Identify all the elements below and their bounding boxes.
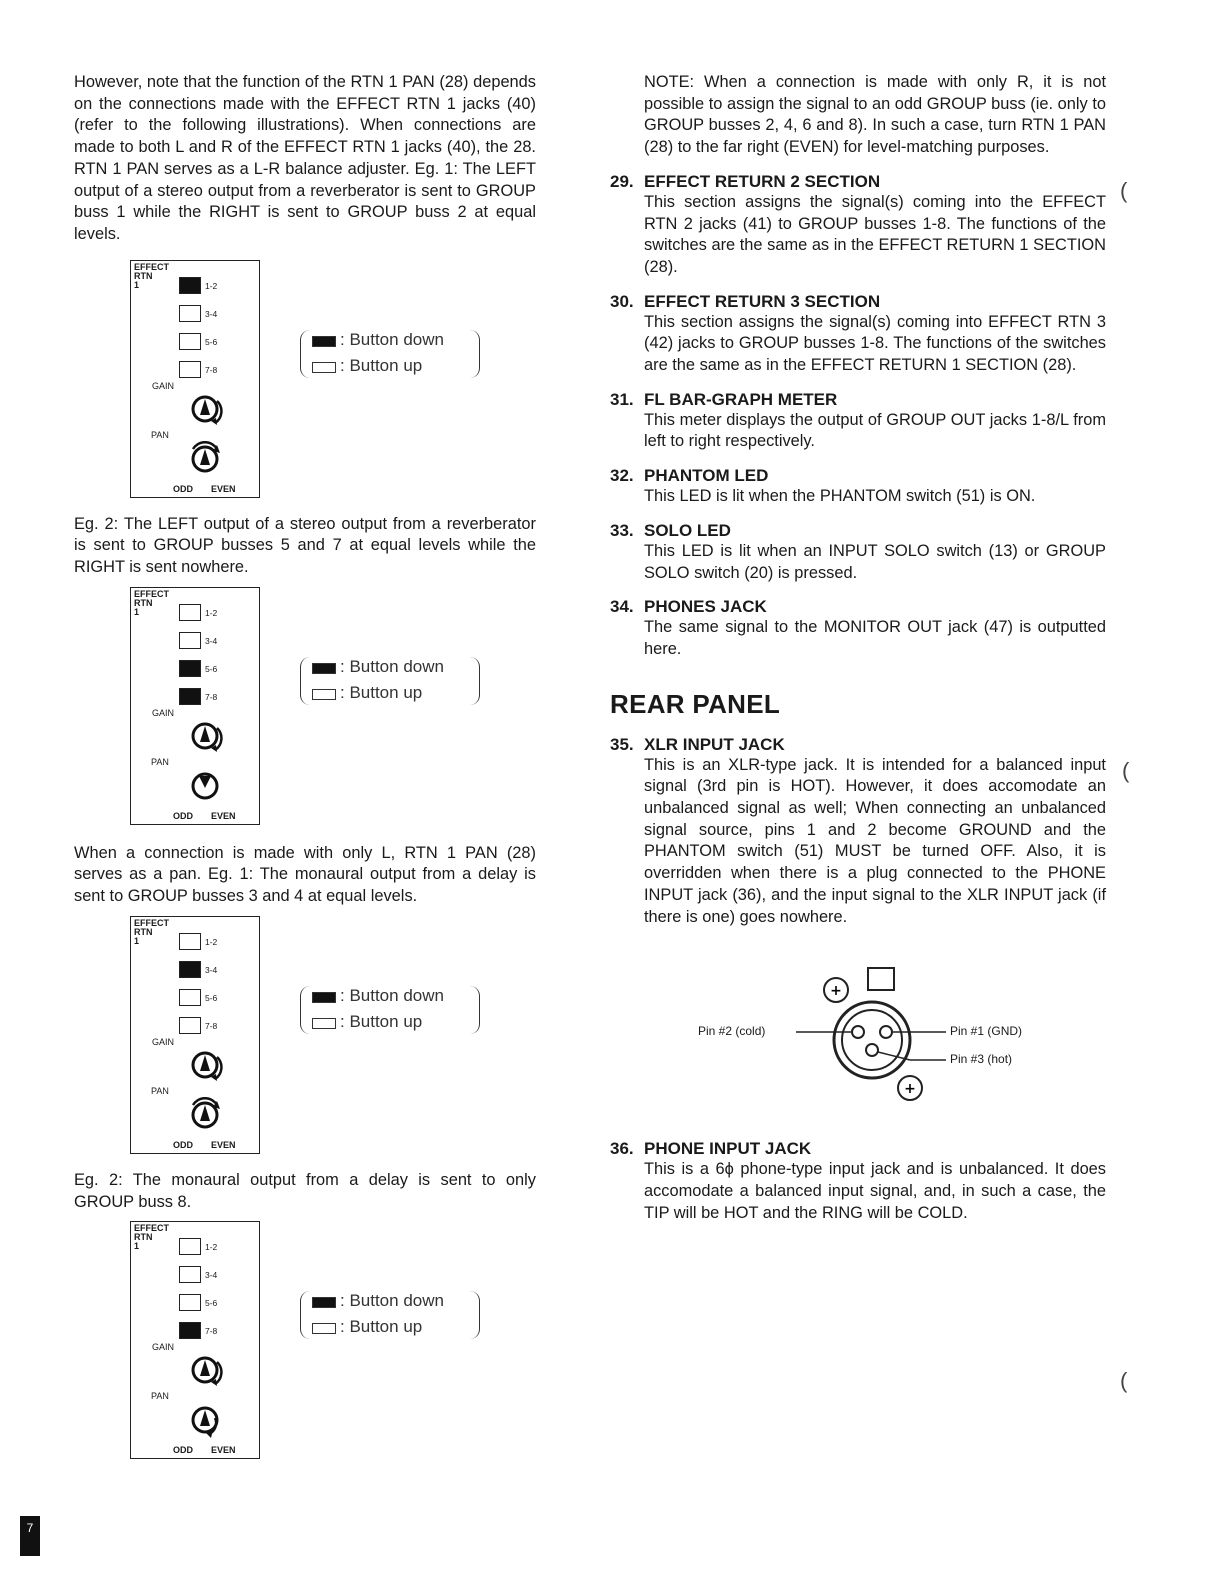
pan-label: PAN [151, 1391, 169, 1402]
assign-button-3-4 [179, 961, 201, 978]
page-number: 7 [20, 1516, 40, 1556]
svg-text:+: + [904, 1081, 916, 1098]
assign-button-3-4 [179, 1266, 201, 1283]
gain-knob-icon [189, 1352, 223, 1392]
item-31: 31. FL BAR-GRAPH METER This meter displays the output of GROUP OUT jacks 1-8/L from left to right respectively. [610, 389, 1106, 453]
diagram-4 [74, 1221, 536, 1461]
diagram-1 [74, 260, 536, 500]
pin1-label: Pin #1 (GND) [950, 1024, 1023, 1039]
item-heading: XLR INPUT JACK [644, 734, 785, 754]
pan-label: PAN [151, 756, 169, 767]
button-up-swatch [312, 1323, 336, 1334]
margin-mark: ( [1120, 1368, 1128, 1393]
item-heading: EFFECT RETURN 3 SECTION [644, 291, 881, 311]
assign-button-5-6 [179, 1294, 201, 1311]
button-legend: : Button down : Button up [300, 986, 480, 1034]
effect-rtn-panel: EFFECT RTN 1 1-2 3-4 5-6 7-8 GAIN PAN ODD EVEN [130, 1221, 260, 1459]
button-down-swatch [312, 336, 336, 347]
effect-rtn-panel: EFFECT RTN 1 1-2 3-4 5-6 7-8 GAIN PAN ODD EVEN [130, 587, 260, 825]
item-32: 32. PHANTOM LED This LED is lit when the PHANTOM switch (51) is ON. [610, 465, 1106, 508]
assign-button-7-8 [179, 361, 201, 378]
item-text: This LED is lit when the PHANTOM switch (51) is ON. [644, 487, 1036, 506]
item-text: The same signal to the MONITOR OUT jack (47) is outputted here. [644, 618, 1106, 658]
item-text: This LED is lit when an INPUT SOLO switch (13) or GROUP SOLO switch (20) is pressed. [644, 541, 1106, 582]
right-column [610, 72, 1106, 1236]
left-column [74, 72, 536, 1461]
pan-knob-icon [189, 1097, 223, 1137]
item-34: 34. PHONES JACK The same signal to the MONITOR OUT jack (47) is outputted here. [610, 596, 1106, 660]
assign-button-1-2 [179, 1238, 201, 1255]
button-legend: : Button down : Button up [300, 657, 480, 705]
margin-mark: ( [1120, 178, 1128, 203]
item-heading: EFFECT RETURN 2 SECTION [644, 171, 881, 191]
gain-label: GAIN [152, 1036, 175, 1047]
assign-button-5-6 [179, 660, 201, 677]
pan-label: PAN [151, 429, 169, 440]
assign-button-3-4 [179, 305, 201, 322]
gain-knob-icon [189, 718, 223, 758]
gain-label: GAIN [152, 707, 175, 718]
section-title: REAR PANEL [610, 688, 781, 719]
assign-button-7-8 [179, 1322, 201, 1339]
gain-knob-icon [189, 1047, 223, 1087]
button-up-swatch [312, 1018, 336, 1029]
assign-button-1-2 [179, 604, 201, 621]
eg2-mono-paragraph: Eg. 2: The monaural output from a delay is sent to only GROUP buss 8. [74, 1170, 536, 1211]
effect-rtn-panel: EFFECT RTN 1 1-2 3-4 5-6 7-8 GAIN PAN ODD EVEN [130, 916, 260, 1154]
xlr-connector-icon [610, 950, 1106, 1120]
item-30: 30. EFFECT RETURN 3 SECTION This section assigns the signal(s) coming into EFFECT RTN 3 (42) jacks to GROUP busses 1-8. The functions of the switches are the same as in the EFFECT RETURN 1 SECTION (28). [610, 291, 1106, 377]
margin-mark: ( [1122, 758, 1130, 783]
button-legend: : Button down : Button up [300, 1291, 480, 1339]
pin2-label: Pin #2 (cold) [698, 1024, 766, 1039]
assign-button-7-8 [179, 688, 201, 705]
item-text: This section assigns the signal(s) coming into the EFFECT RTN 2 jacks (41) to GROUP busses 1-8. The functions of the switches are the same as in the EFFECT RETURN 1 SECTION (28). [644, 192, 1106, 276]
pan-knob-icon [189, 441, 223, 481]
item-33: 33. SOLO LED This LED is lit when an INPUT SOLO switch (13) or GROUP SOLO switch (20) is pressed. [610, 520, 1106, 584]
assign-button-5-6 [179, 333, 201, 350]
item-heading: PHONE INPUT JACK [644, 1139, 812, 1159]
pan-knob-icon [189, 768, 223, 808]
item-heading: PHANTOM LED [644, 466, 769, 486]
item-heading: SOLO LED [644, 520, 731, 540]
gain-label: GAIN [152, 1342, 175, 1353]
assign-button-5-6 [179, 989, 201, 1006]
note-paragraph: NOTE: When a connection is made with only R, it is not possible to assign the signal to an odd GROUP buss (ie. only to GROUP busses 2, 4, 6 and 8). In such a case, turn RTN 1 PAN (28) to the far right (EVEN) for level-matching purposes. [644, 73, 1106, 157]
item-heading: FL BAR-GRAPH METER [644, 389, 838, 409]
pin3-label: Pin #3 (hot) [950, 1052, 1013, 1067]
assign-button-7-8 [179, 1017, 201, 1034]
intro-paragraph: However, note that the function of the RTN 1 PAN (28) depends on the connections made with the EFFECT RTN 1 jacks (40) (refer to the following illustrations). When connections are made to both L and R of the EFFECT RTN 1 jacks (40), the 28. RTN 1 PAN serves as a L-R balance adjuster. Eg. 1: The LEFT output of a stereo output from a reverberator is sent to GROUP buss 1 while the RIGHT is sent to GROUP buss 2 at equal levels. [74, 73, 536, 243]
assign-button-1-2 [179, 277, 201, 294]
gain-knob-icon [189, 391, 223, 431]
item-36: 36. PHONE INPUT JACK This is a 6ϕ phone-type input jack and is unbalanced. It does accomodate a balanced input signal, and, in such a case, the TIP will be HOT and the RING will be COLD. [610, 1138, 1106, 1224]
mono-intro-paragraph: When a connection is made with only L, RTN 1 PAN (28) serves as a pan. Eg. 1: The monaural output from a delay is sent to GROUP busses 3 and 4 at equal levels. [74, 843, 536, 906]
xlr-jack-diagram [610, 950, 1106, 1120]
assign-button-1-2 [179, 933, 201, 950]
item-text: This meter displays the output of GROUP OUT jacks 1-8/L from left to right respectively. [644, 410, 1106, 451]
pan-knob-icon [189, 1402, 223, 1442]
gain-label: GAIN [152, 380, 175, 391]
pan-label: PAN [151, 1085, 169, 1096]
item-text: This is an XLR-type jack. It is intended for a balanced input signal (3rd pin is HOT). However, it does accomodate an unbalanced signal as well; When connecting an unbalanced signal source, pins 1 and 2 become GROUND and the PHANTOM switch (51) MUST be turned OFF. Also, it is overridden when there is a plug connected to the PHONE INPUT jack (36), and the input signal to the XLR INPUT jack (if there is one) goes nowhere. [644, 755, 1106, 926]
svg-text:+: + [830, 983, 842, 1000]
diagram-2 [74, 587, 536, 827]
button-down-swatch [312, 1297, 336, 1308]
diagram-3 [74, 916, 536, 1156]
button-legend: : Button down : Button up [300, 330, 480, 378]
item-text: This is a 6ϕ phone-type input jack and is unbalanced. It does accomodate a balanced input signal, and, in such a case, the TIP will be HOT and the RING will be COLD. [644, 1160, 1106, 1222]
effect-rtn-panel: EFFECT RTN 1 1-2 3-4 5-6 7-8 GAIN PAN ODD EVEN [130, 260, 260, 498]
button-up-swatch [312, 362, 336, 373]
button-up-swatch [312, 689, 336, 700]
item-35: 35. XLR INPUT JACK This is an XLR-type jack. It is intended for a balanced input signal (3rd pin is HOT). However, it does accomodate an unbalanced signal as well; When connecting an unbalanced signal source, pins 1 and 2 become GROUND and the PHANTOM switch (51) MUST be turned OFF. Also, it is overridden when there is a plug connected to the PHONE INPUT jack (36), and the input signal to the XLR INPUT jack (if there is one) goes nowhere. [610, 734, 1106, 929]
assign-button-3-4 [179, 632, 201, 649]
item-text: This section assigns the signal(s) coming into EFFECT RTN 3 (42) jacks to GROUP busses 1-8. The functions of the switches are the same as in the EFFECT RETURN 1 SECTION (28). [644, 312, 1106, 375]
eg2-stereo-paragraph: Eg. 2: The LEFT output of a stereo output from a reverberator is sent to GROUP busses 5 and 7 at equal levels while the RIGHT is sent nowhere. [74, 514, 536, 577]
button-down-swatch [312, 992, 336, 1003]
item-29: 29. EFFECT RETURN 2 SECTION This section assigns the signal(s) coming into the EFFECT RTN 2 jacks (41) to GROUP busses 1-8. The functions of the switches are the same as in the EFFECT RETURN 1 SECTION (28). [610, 171, 1106, 279]
item-heading: PHONES JACK [644, 597, 767, 617]
button-down-swatch [312, 663, 336, 674]
